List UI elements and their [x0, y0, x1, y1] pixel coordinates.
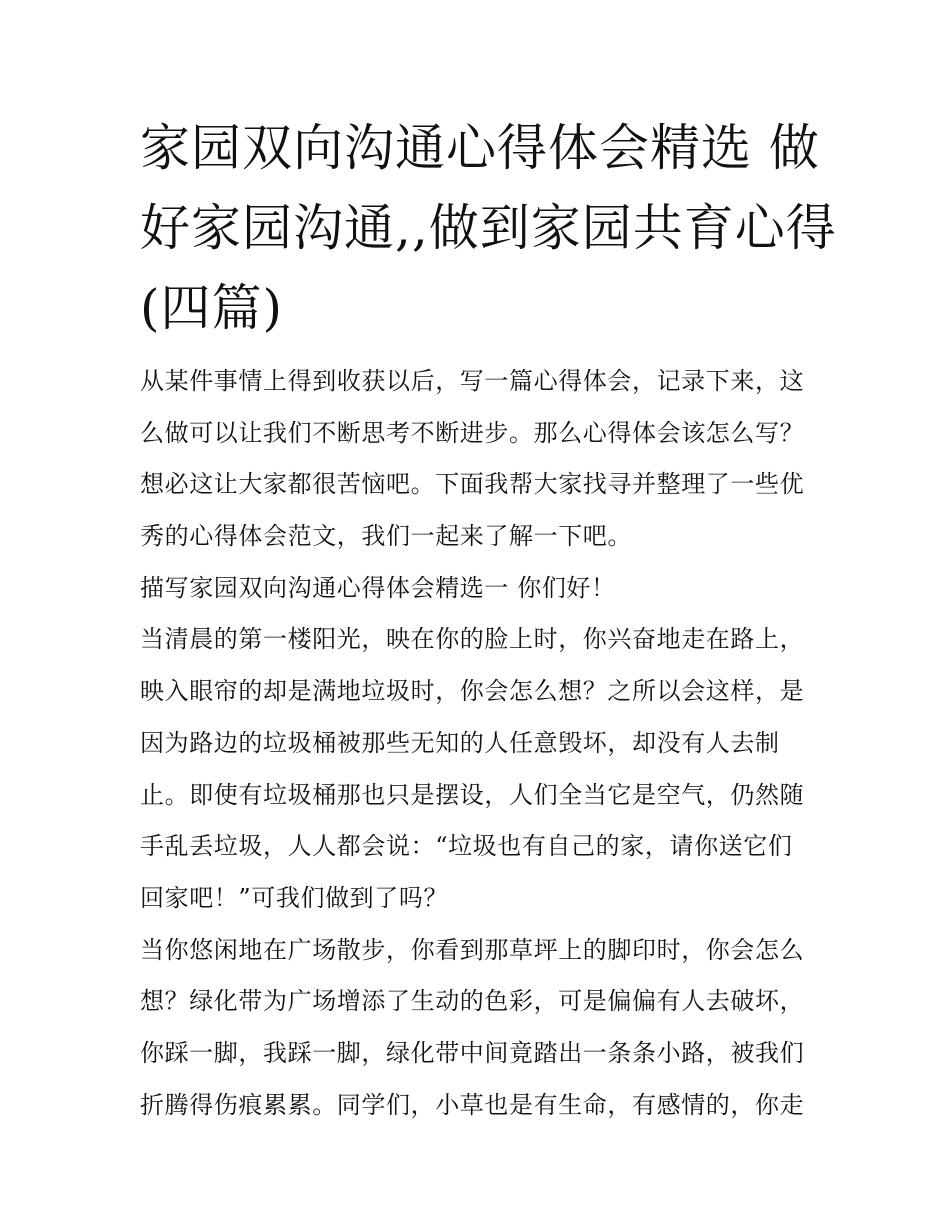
body-line: 么做可以让我们不断思考不断进步。那么心得体会该怎么写？ [140, 418, 805, 447]
body-line: 因为路边的垃圾桶被那些无知的人任意毁坏，却没有人去制 [140, 728, 780, 757]
title-line: 家园双向沟通心得体会精选 做 [140, 119, 820, 177]
body-line: 手乱丢垃圾，人人都会说：“垃圾也有自己的家，请你送它们 [140, 832, 793, 861]
section-heading-line: 描写家园双向沟通心得体会精选一 你们好！ [140, 573, 616, 602]
document-title [140, 108, 837, 348]
title-line: (四篇) [140, 279, 284, 337]
body-line: 映入眼帘的却是满地垃圾时，你会怎么想？之所以会这样，是 [140, 677, 805, 706]
document-body [140, 356, 820, 1131]
title-line: 好家园沟通,,做到家园共育心得 [140, 199, 837, 257]
body-line: 当你悠闲地在广场散步，你看到那草坪上的脚印时，你会怎么 [140, 935, 805, 964]
body-line: 秀的心得体会范文，我们一起来了解一下吧。 [140, 522, 632, 551]
body-line: 你踩一脚，我踩一脚，绿化带中间竟踏出一条条小路，被我们 [140, 1038, 805, 1067]
body-line: 想？绿化带为广场增添了生动的色彩，可是偏偏有人去破坏， [140, 987, 805, 1016]
body-line: 回家吧！”可我们做到了吗？ [140, 883, 449, 912]
body-line: 从某件事情上得到收获以后，写一篇心得体会，记录下来，这 [140, 367, 805, 395]
body-line: 想必这让大家都很苦恼吧。下面我帮大家找寻并整理了一些优 [140, 470, 805, 499]
body-line: 折腾得伤痕累累。同学们，小草也是有生命，有感情的，你走 [140, 1090, 805, 1119]
body-line: 止。即使有垃圾桶那也只是摆设，人们全当它是空气，仍然随 [140, 780, 805, 809]
body-line: 当清晨的第一楼阳光，映在你的脸上时，你兴奋地走在路上， [140, 625, 805, 654]
